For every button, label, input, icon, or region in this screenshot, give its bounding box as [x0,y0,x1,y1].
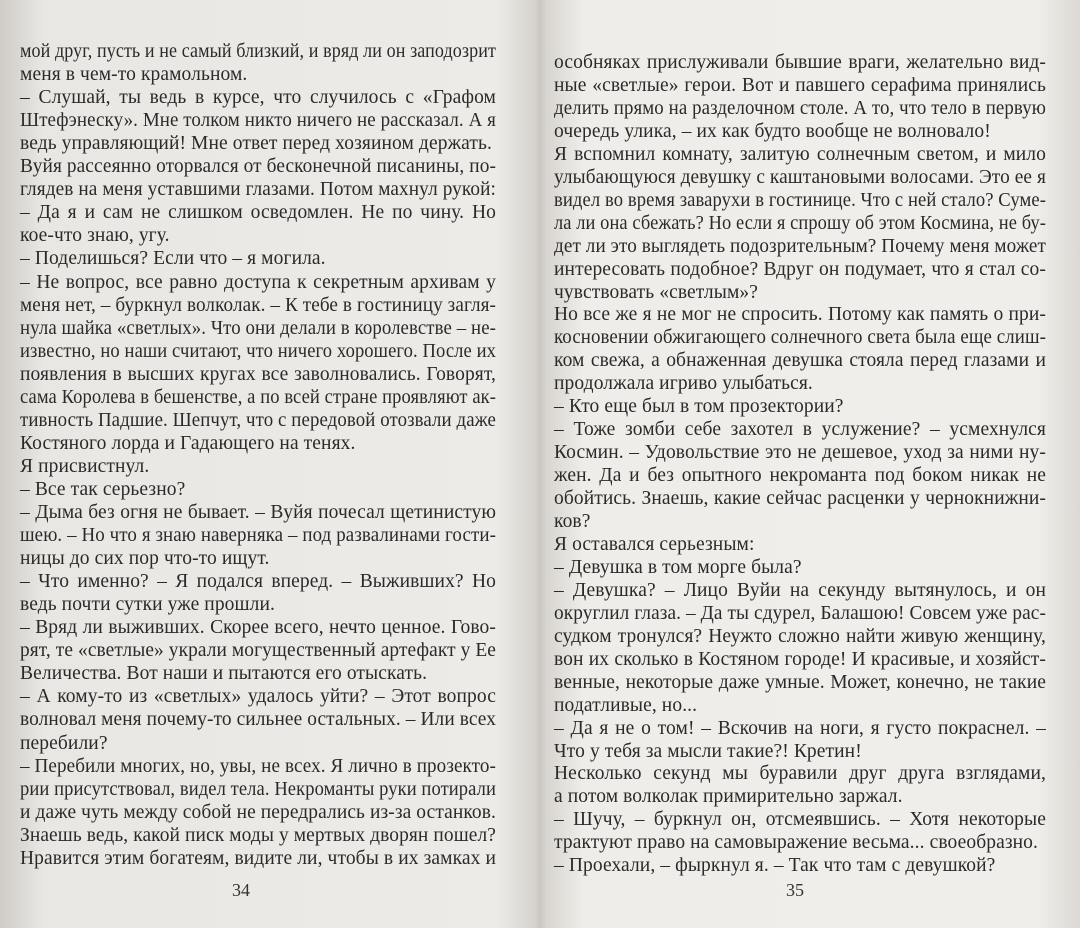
text-line: ков? [554,511,591,532]
text-line: продолжала игриво улыбаться. [554,373,813,394]
text-line: а потом волколак примирительно заржал. [554,786,903,807]
text-line: глядев на меня уставшими глазами. Потом махнул рукой: [20,179,496,200]
text-line: тивность Падшие. Шепчут, что с передовой отозвали даже [20,410,496,431]
text-line: Нравится этим богатеям, видите ли, чтобы в их замках и [20,848,496,869]
text-line: – Да я и сам не слишком осведомлен. Не по чину. Но [20,202,496,223]
text-line: Что у тебя за мысли такие?! Кретин! [554,741,862,762]
text-line: Вуйя рассеянно оторвался от бесконечной писанины, по- [20,156,496,177]
text-line: ницы до сих пор что-то ищут. [20,548,270,569]
text-line: косновении обжигающего солнечного света была еще слиш- [554,327,1046,348]
text-line: мой друг, пусть и не самый близкий, и вряд ли он заподозрит [20,41,496,62]
text-line: – Вряд ли выживших. Скорее всего, нечто ценное. Гово- [20,617,496,638]
text-line: – Перебили многих, но, увы, не всех. Я лично в прозекто- [20,756,496,777]
text-line: – Поделишься? Если что – я могила. [20,248,326,269]
page-number-left: 34 [232,880,250,900]
text-line: Космин. – Удовольствие это не дешевое, уход за ними ну- [554,442,1046,463]
text-line: ла ли она сбежать? Но если я спрошу об этом Космина, не бу- [554,213,1046,234]
text-line: Костяного лорда и Гадающего на тенях. [20,433,356,454]
text-line: известно, но наши считают, что ничего хорошего. После их [20,341,496,362]
text-line: ком свежа, а обнаженная девушка стояла перед глазами и [554,350,1046,371]
text-line: вон их сколько в Костяном городе! И красивые, и хозяйст- [554,649,1046,670]
text-line: – Проехали, – фыркнул я. – Так что там с девушкой? [554,855,996,876]
text-line: округлил глаза. – Да ты сдурел, Балашою! Совсем уже рас- [554,603,1046,624]
text-line: трактуют право на самовыражение весьма... своеобразно. [554,832,1038,853]
text-line: – Что именно? – Я подался вперед. – Выживших? Но [20,571,496,592]
text-line: – Да я не о том! – Вскочив на ноги, я густо покраснел. – [554,718,1046,739]
text-line: Я оставался серьезным: [554,534,755,555]
right-page [540,0,1080,928]
text-line: податливые, но... [554,695,698,716]
text-line: Я присвистнул. [20,456,150,477]
text-line: дет ли это выглядеть подозрительным? Почему меня может [554,236,1046,257]
text-line: нула шайка «светлых». Что они делали в королевстве – не- [20,318,496,339]
text-line: – Тоже зомби себе захотел в услужение? – усмехнулся [554,419,1046,440]
text-line: – Шучу, – буркнул он, отсмеявшись. – Хотя некоторые [554,809,1046,830]
text-line: появления в высших кругах все заволновались. Говорят, [20,364,496,385]
text-line: – А кому-то из «светлых» удалось уйти? – Этот вопрос [20,686,496,707]
text-line: чувствовать «светлым»? [554,282,759,303]
text-line: рят, те «светлые» украли могущественный артефакт у Ее [20,640,496,661]
text-line: особняках прислуживали бывшие враги, желательно вид- [554,52,1046,73]
text-line: – Дыма без огня не бывает. – Вуйя почесал щетинистую [20,502,496,523]
text-line: ведь управляющий! Мне ответ перед хозяином держать. [20,133,492,154]
text-line: улыбающуюся девушку с каштановыми волосами. Это ее я [554,167,1046,188]
text-line: – Не вопрос, все равно доступа к секретным архивам у [20,272,496,293]
text-line: судком тронулся? Неужто сложно найти живую женщину, [554,626,1046,647]
text-line: венные, некоторые даже умные. Может, конечно, не такие [554,672,1046,693]
text-line: интересовать подобное? Вдруг он подумает, что я стал со- [554,259,1046,280]
left-page [0,0,530,928]
text-line: перебили? [20,733,108,754]
text-line: – Слушай, ты ведь в курсе, что случилось с «Графом [20,87,496,108]
text-line: – Кто еще был в том прозектории? [554,396,844,417]
text-line: рии присутствовал, видел тела. Некроманты руки потирали [20,779,496,800]
text-line: Я вспомнил комнату, залитую солнечным светом, и мило [554,144,1046,165]
text-line: делить прямо на разделочном столе. А то, что тело в первую [554,98,1046,119]
text-line: сама Королева в бешенстве, а по всей стране проявляют ак- [20,387,496,408]
text-line: – Все так серьезно? [20,479,186,500]
text-line: Штефэнеску». Мне толком никто ничего не рассказал. А я [20,110,496,131]
text-line: – Девушка в том морге была? [554,557,802,578]
text-line: видел во время заварухи в гостинице. Что с ней стало? Суме- [554,190,1046,211]
text-line: Знаешь ведь, какой писк моды у мертвых дворян пошел? [20,825,496,846]
text-line: ведь почти сутки уже прошли. [20,594,275,615]
text-line: ные «светлые» герои. Вот и павшего серафима принялись [554,75,1046,96]
text-line: очередь улика, – их как будто вообще не волновало! [554,121,991,142]
page-number-right: 35 [786,880,804,900]
text-line: шею. – Но что я знаю наверняка – под развалинами гости- [20,525,496,546]
text-line: – Девушка? – Лицо Вуйи на секунду вытянулось, и он [554,580,1046,601]
text-line: меня в чем-то крамольном. [20,64,248,85]
text-line: жен. Да и без опытного некроманта под боком никак не [554,465,1046,486]
text-line: меня нет, – буркнул волколак. – К тебе в гостиницу загля- [20,295,496,316]
text-line: и даже чуть между собой не передрались из-за останков. [20,802,496,823]
text-line: кое-что знаю, угу. [20,225,170,246]
text-line: волновал меня почему-то сильнее остальных. – Или всех [20,709,496,730]
text-line: Несколько секунд мы буравили друг друга взглядами, [554,763,1046,784]
text-line: обойтись. Знаешь, какие сейчас расценки у чернокнижни- [554,488,1046,509]
text-line: Но все же я не мог не спросить. Потому как память о при- [554,304,1046,325]
text-line: Величества. Вот наши и пытаются его отыскать. [20,663,428,684]
